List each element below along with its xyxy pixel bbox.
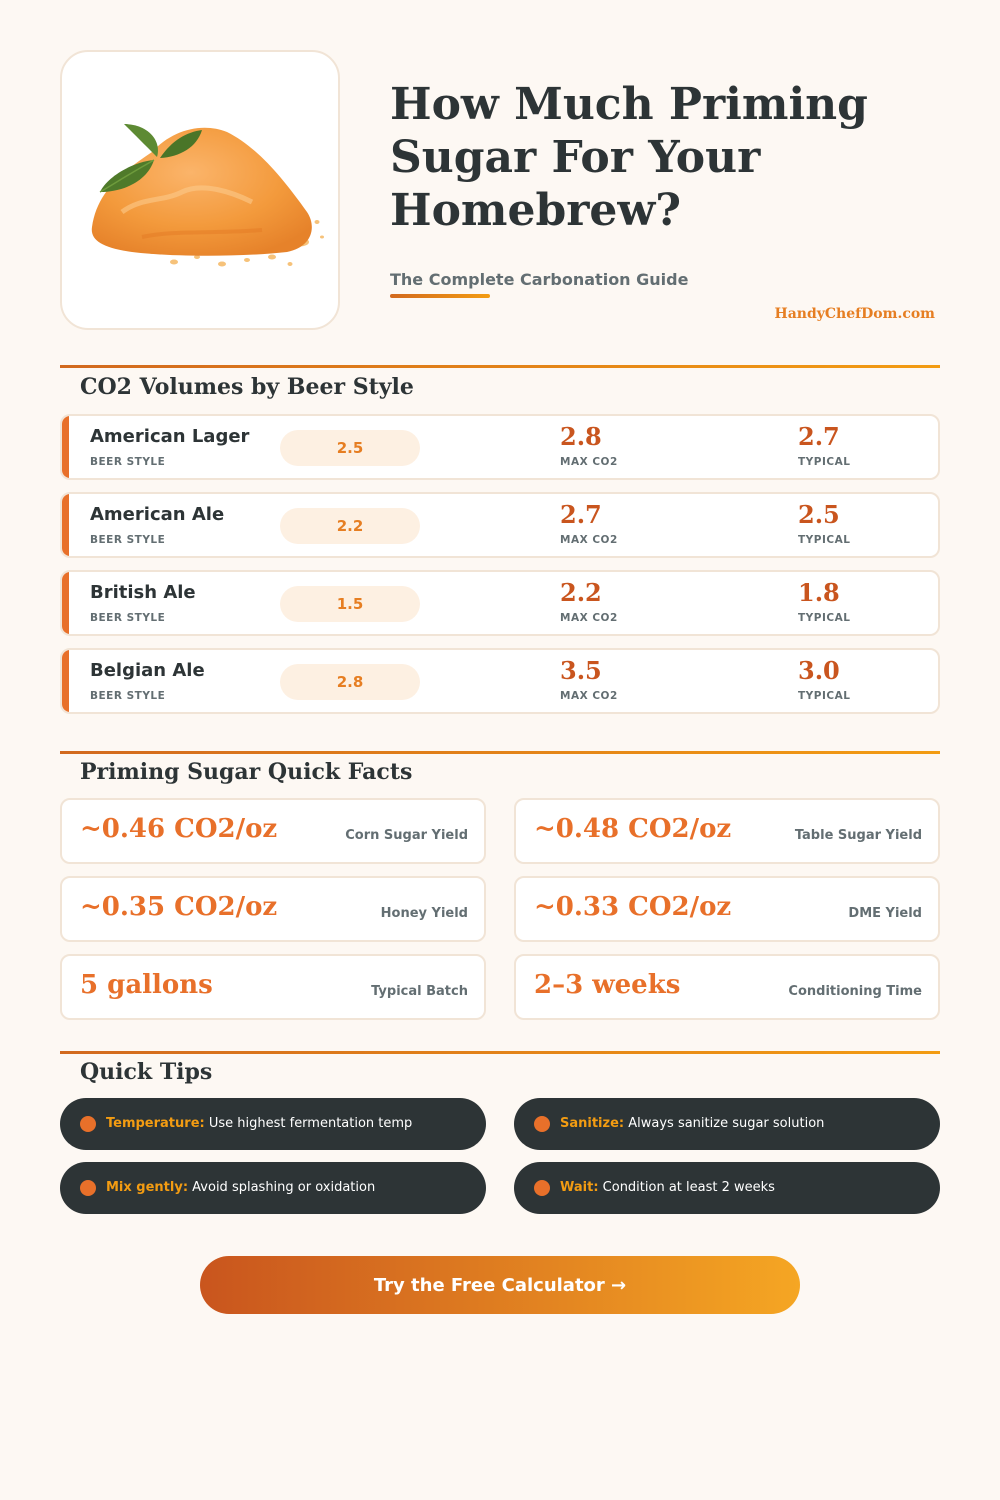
max-co2-value: 2.7 bbox=[560, 500, 602, 529]
fact-label: Honey Yield bbox=[380, 906, 468, 921]
beer-style-row bbox=[60, 492, 940, 558]
fact-card bbox=[514, 954, 940, 1020]
tip-body: Avoid splashing or oxidation bbox=[188, 1180, 376, 1195]
fact-value: ~0.46 CO2/oz bbox=[80, 814, 278, 844]
tip-pill bbox=[514, 1162, 940, 1214]
max-co2-label: MAX CO2 bbox=[560, 456, 618, 468]
max-co2-value: 3.5 bbox=[560, 656, 602, 685]
co2-section-heading: CO2 Volumes by Beer Style bbox=[80, 374, 414, 400]
min-co2-pill: 1.5 bbox=[280, 586, 420, 622]
page-title: How Much Priming Sugar For Your Homebrew? bbox=[390, 79, 868, 236]
tip-text bbox=[560, 1116, 824, 1131]
tip-text bbox=[106, 1116, 412, 1131]
max-co2-label: MAX CO2 bbox=[560, 612, 618, 624]
typical-co2-label: TYPICAL bbox=[798, 690, 851, 702]
fact-value: ~0.48 CO2/oz bbox=[534, 814, 732, 844]
tip-pill bbox=[514, 1098, 940, 1150]
fact-card bbox=[60, 876, 486, 942]
sugar-pile-icon bbox=[62, 52, 342, 332]
bullet-dot-icon bbox=[534, 1116, 550, 1132]
fact-label: Conditioning Time bbox=[788, 984, 922, 999]
tips-section-heading: Quick Tips bbox=[80, 1059, 213, 1085]
row-accent-bar bbox=[62, 416, 69, 478]
fact-card bbox=[60, 798, 486, 864]
fact-value: 2–3 weeks bbox=[534, 970, 681, 1000]
bullet-dot-icon bbox=[80, 1180, 96, 1196]
row-accent-bar bbox=[62, 650, 69, 712]
row-accent-bar bbox=[62, 572, 69, 634]
fact-label: DME Yield bbox=[848, 906, 922, 921]
fact-card bbox=[60, 954, 486, 1020]
typical-co2-value: 3.0 bbox=[798, 656, 840, 685]
tip-pill bbox=[60, 1098, 486, 1150]
brand-link[interactable]: HandyChefDom.com bbox=[774, 306, 935, 322]
tip-text bbox=[560, 1180, 775, 1195]
facts-section-heading: Priming Sugar Quick Facts bbox=[80, 759, 413, 785]
typical-co2-label: TYPICAL bbox=[798, 534, 851, 546]
tip-key: Wait: bbox=[560, 1180, 599, 1195]
fact-card bbox=[514, 798, 940, 864]
tip-body: Condition at least 2 weeks bbox=[598, 1180, 775, 1195]
beer-style-label: BEER STYLE bbox=[90, 690, 166, 702]
hero-image-card bbox=[60, 50, 340, 330]
beer-style-name: British Ale bbox=[90, 582, 196, 603]
beer-style-row bbox=[60, 570, 940, 636]
tip-key: Sanitize: bbox=[560, 1116, 625, 1131]
max-co2-label: MAX CO2 bbox=[560, 690, 618, 702]
max-co2-label: MAX CO2 bbox=[560, 534, 618, 546]
page-subtitle: The Complete Carbonation Guide bbox=[390, 270, 689, 289]
section-divider bbox=[60, 751, 940, 754]
beer-style-name: American Ale bbox=[90, 504, 225, 525]
fact-label: Corn Sugar Yield bbox=[345, 828, 468, 843]
beer-style-label: BEER STYLE bbox=[90, 456, 166, 468]
max-co2-value: 2.8 bbox=[560, 422, 602, 451]
tip-key: Mix gently: bbox=[106, 1180, 189, 1195]
typical-co2-value: 2.5 bbox=[798, 500, 840, 529]
free-calculator-button[interactable]: Try the Free Calculator → bbox=[200, 1256, 800, 1314]
min-co2-pill: 2.5 bbox=[280, 430, 420, 466]
fact-value: 5 gallons bbox=[80, 970, 213, 1000]
tip-body: Always sanitize sugar solution bbox=[624, 1116, 825, 1131]
typical-co2-value: 2.7 bbox=[798, 422, 840, 451]
tip-text bbox=[106, 1180, 375, 1195]
fact-card bbox=[514, 876, 940, 942]
min-co2-pill: 2.2 bbox=[280, 508, 420, 544]
typical-co2-label: TYPICAL bbox=[798, 612, 851, 624]
section-divider bbox=[60, 365, 940, 368]
fact-value: ~0.33 CO2/oz bbox=[534, 892, 732, 922]
typical-co2-label: TYPICAL bbox=[798, 456, 851, 468]
fact-value: ~0.35 CO2/oz bbox=[80, 892, 278, 922]
bullet-dot-icon bbox=[534, 1180, 550, 1196]
beer-style-name: Belgian Ale bbox=[90, 660, 205, 681]
beer-style-row bbox=[60, 648, 940, 714]
fact-label: Table Sugar Yield bbox=[794, 828, 922, 843]
tip-key: Temperature: bbox=[106, 1116, 205, 1131]
row-accent-bar bbox=[62, 494, 69, 556]
beer-style-row bbox=[60, 414, 940, 480]
tip-body: Use highest fermentation temp bbox=[204, 1116, 413, 1131]
beer-style-label: BEER STYLE bbox=[90, 612, 166, 624]
tip-pill bbox=[60, 1162, 486, 1214]
beer-style-name: American Lager bbox=[90, 426, 250, 447]
section-divider bbox=[60, 1051, 940, 1054]
typical-co2-value: 1.8 bbox=[798, 578, 840, 607]
min-co2-pill: 2.8 bbox=[280, 664, 420, 700]
bullet-dot-icon bbox=[80, 1116, 96, 1132]
beer-style-label: BEER STYLE bbox=[90, 534, 166, 546]
fact-label: Typical Batch bbox=[371, 984, 468, 999]
subtitle-underline bbox=[390, 294, 490, 298]
max-co2-value: 2.2 bbox=[560, 578, 602, 607]
